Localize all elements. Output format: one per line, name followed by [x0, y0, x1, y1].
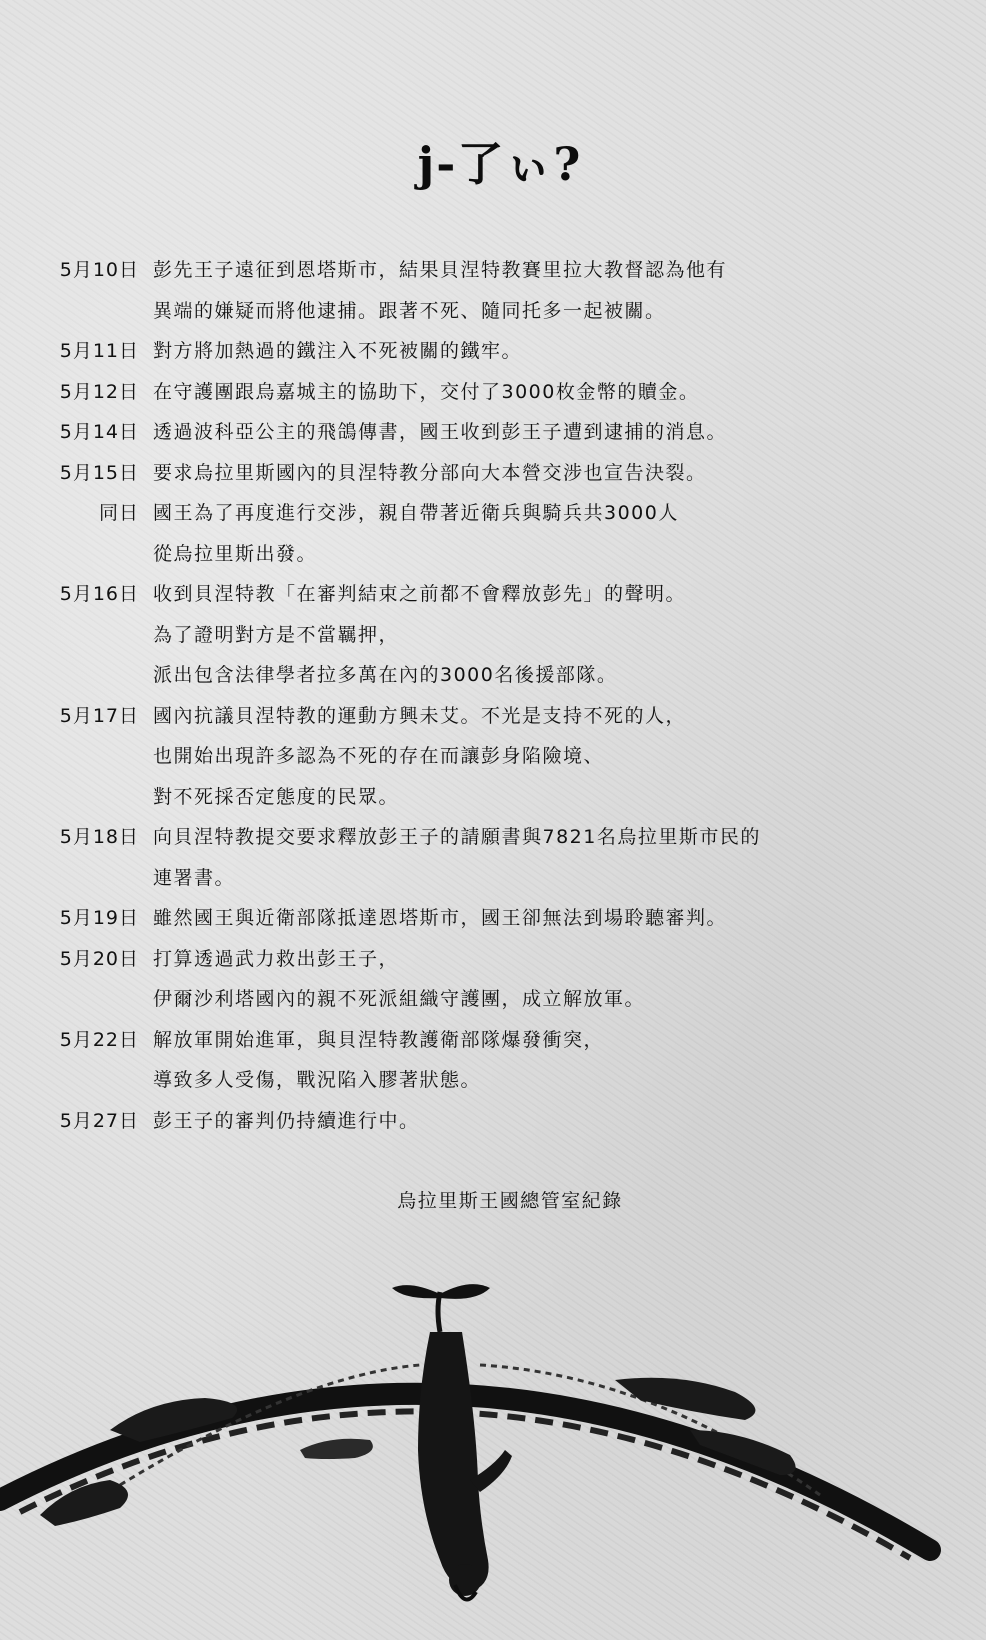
- entry-line: 打算透過武力救出彭王子，: [153, 947, 400, 970]
- entry-date: 5月12日: [59, 380, 139, 403]
- entry-line: 派出包含法律學者拉多萬在內的3000名後援部隊。: [153, 664, 618, 686]
- sprout-leaf: [440, 1284, 490, 1299]
- log-entry: [14, 574, 974, 696]
- entry-date: 同日: [98, 502, 139, 524]
- log-entry: [14, 493, 974, 574]
- entry-line: 伊爾沙利塔國內的親不死派組織守護團，成立解放軍。: [153, 988, 646, 1010]
- entry-line: 向貝涅特教提交要求釋放彭王子的請願書與7821名烏拉里斯市民的: [153, 826, 761, 848]
- entry-line: 解放軍開始進軍，與貝涅特教護衛部隊爆發衝突，: [153, 1028, 605, 1051]
- entry-line: 在守護團跟烏嘉城主的協助下，交付了3000枚金幣的贖金。: [153, 380, 700, 403]
- log-entry: [14, 412, 974, 453]
- entry-line: 也開始出現許多認為不死的存在而讓彭身陷險境、: [153, 745, 605, 767]
- entry-date: 5月19日: [59, 907, 139, 929]
- sprout-leaf: [392, 1285, 440, 1298]
- entry-date: 5月14日: [59, 421, 139, 443]
- entry-date: 5月11日: [59, 340, 139, 362]
- log-entry: [14, 817, 974, 898]
- entry-date: 5月15日: [59, 461, 139, 484]
- entry-line: 國王為了再度進行交涉，親自帶著近衛兵與騎兵共3000人: [153, 502, 679, 524]
- log-entry: [14, 898, 974, 939]
- entry-line: 異端的嫌疑而將他逮捕。跟著不死、隨同托多一起被關。: [153, 299, 666, 322]
- entry-date: 5月22日: [59, 1028, 139, 1051]
- entry-date: 5月20日: [59, 947, 139, 970]
- entry-line: 收到貝涅特教「在審判結束之前都不會釋放彭先」的聲明。: [153, 583, 687, 605]
- entry-line: 對不死採否定態度的民眾。: [153, 785, 400, 808]
- entry-date: 5月27日: [59, 1109, 139, 1132]
- entry-line: 連署書。: [153, 866, 236, 889]
- entry-date: 5月10日: [59, 259, 139, 281]
- log-entry: [14, 1020, 974, 1101]
- entry-line: 透過波科亞公主的飛鴿傳書，國王收到彭王子遭到逮捕的消息。: [153, 421, 728, 443]
- page-title: j-了ぃ?: [417, 137, 583, 191]
- continent-shape: [300, 1439, 373, 1459]
- log-entry: [14, 250, 974, 331]
- entry-line: 對方將加熱過的鐵注入不死被關的鐵牢。: [153, 340, 523, 362]
- entry-line: 要求烏拉里斯國內的貝涅特教分部向大本營交涉也宣告決裂。: [153, 461, 707, 484]
- entry-line: 彭先王子遠征到恩塔斯市，結果貝涅特教賽里拉大教督認為他有: [153, 259, 728, 281]
- log-entry: [14, 372, 974, 413]
- log-entry: [14, 1101, 974, 1142]
- entry-line: 國內抗議貝涅特教的運動方興未艾。不光是支持不死的人，: [153, 704, 687, 727]
- entry-line: 導致多人受傷，戰況陷入膠著狀態。: [153, 1069, 482, 1091]
- log-entry: [14, 939, 974, 1020]
- entry-line: 從烏拉里斯出發。: [153, 542, 318, 565]
- page-margin: [986, 0, 1000, 1640]
- continent-shape: [40, 1480, 128, 1526]
- entry-line: 為了證明對方是不當羈押，: [153, 623, 400, 646]
- chronology-log: [14, 250, 974, 1141]
- log-entry: [14, 331, 974, 372]
- record-signature: 烏拉里斯王國總管室紀錄: [397, 1190, 623, 1212]
- entry-date: 5月17日: [59, 704, 139, 727]
- entry-date: 5月16日: [59, 583, 139, 605]
- hanging-figure: [418, 1332, 489, 1592]
- entry-date: 5月18日: [59, 826, 139, 848]
- entry-line: 彭王子的審判仍持續進行中。: [153, 1109, 420, 1132]
- log-entry: [14, 453, 974, 494]
- entry-line: 雖然國王與近衛部隊抵達恩塔斯市，國王卻無法到場聆聽審判。: [153, 907, 728, 929]
- world-sprout-illustration: [0, 1280, 1000, 1640]
- log-entry: [14, 696, 974, 818]
